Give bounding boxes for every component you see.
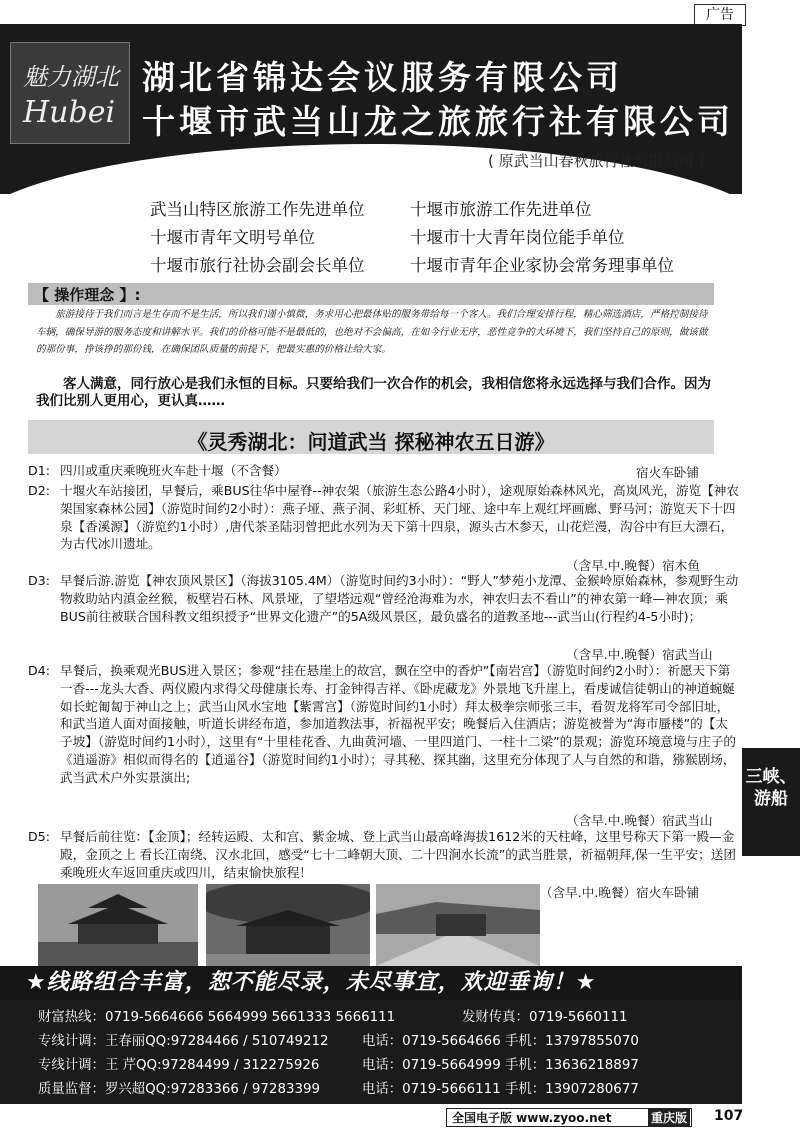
day-5-meal: （含早.中.晚餐）宿火车卧铺 [540,885,700,900]
route-title: 《灵秀湖北：问道武当 探秘神农五日游》 [187,430,555,454]
day-1-note: 宿火车卧铺 [636,465,699,480]
fax: 发财传真：0719-5660111 [462,1010,628,1025]
contact-row-1-phone: 电话：0719-5664666 手机：13797855070 [362,1034,639,1049]
hubei-logo: 魅力湖北 Hubei [10,42,130,144]
company-name-1: 湖北省锦达会议服务有限公司 [142,58,623,97]
philosophy-body: 旅游接待于我们而言是生存而不是生活，所以我们谨小慎微，务求用心把最体贴的服务带给每一个客人。我们合理安排行程，精心筛选酒店，严格控制接待车辆，确保导游的服务态度和讲解水平。我们的价格可能不是最低的，也绝对不会偏高，在如今行业无序，恶性竞争的大环境下，我们坚持自己的原则，做该做的那份事，挣该挣的那份钱，在确保团队质量的前提下，把最实惠的价格让给大家。 [36,309,708,355]
footer-edition: 全国电子版 www.zyoo.net [452,1111,612,1125]
itinerary-day-4: D4: 早餐后，换乘观光BUS进入景区；参观“挂在悬崖上的故宫，飘在空中的香炉”【南岩宫】（游览时间约2小时）：祈愿天下第一香---龙头大香、两仪殿内求得父母健康长寿、打金钟得吉祥、《卧虎藏龙》外景地飞升崖上，看虔诚信徒朝山的神道蜿蜒如长蛇匍匐于神山之上；武当山风水宝地【紫霄宫】（游览时间约1小时）拜太极拳宗师张三丰，看贺龙将军司令部旧址，和武当道人面对面接触，听道长讲经布道，参加道教法事，祈福祝平安；晚餐后入住酒店；游览被誉为“海市蜃楼”的【太子坡】（游览时间约1小时），这里有“十里桂花香、九曲黄河墙、一里四道门、一柱十二梁”的景观；游览环境意境与庄子的《逍遥游》相似而得名的【逍遥谷】（游览时间约1小时）；寻其秘、探其幽，这里充分体现了人与自然的和谐，猕猴剧场，武当武术户外实景演出; [28,663,736,785]
day-3-meal: （含早.中.晚餐）宿武当山 [566,647,713,662]
honors-list: 武当山特区旅游工作先进单位 十堰市旅游工作先进单位 十堰市青年文明号单位 十堰市十大青年岗位能手单位 十堰市旅行社协会副会长单位 十堰市青年企业家协会常务理事单位 [150,200,674,275]
contact-row-2-phone: 电话：0719-5664999 手机：13636218897 [362,1058,639,1073]
footer-city: 重庆版 [648,1109,690,1126]
philosophy-closing: 客人满意，同行放心是我们永恒的目标。只要给我们一次合作的机会，我相信您将永远选择与我们合作。因为我们比别人更用心，更认真…… [36,376,711,409]
itinerary-day-2: D2: 十堰火车站接团，早餐后，乘BUS往华中屋脊--神农架（旅游生态公路4小时），途观原始森林风光，高岚风光，游览【神农架国家森林公园】（游览时间约2小时）：燕子垭、燕子洞、彩虹桥、天门垭、途中车上观红坪画廊、野马河；游览天下十四泉【香溪源】（游览约1小时）,唐代茶圣陆羽曾把此水列为天下第十四泉，源头古木参天，山花烂漫，沟谷中有巨大漂石，为古代冰川遗址。 [28,483,739,552]
slogan: ★线路组合丰富，恕不能尽录，未尽事宜，欢迎垂询！★ [26,970,597,995]
ad-label: 广告 [694,4,746,26]
temple-photo-2 [206,884,370,966]
day-4-meal: （含早.中.晚餐）宿武当山 [566,813,713,828]
section-side-tab: 三峡、 游船 [742,748,800,856]
page-number: 107 [714,1108,744,1124]
company-name-2: 十堰市武当山龙之旅旅行社有限公司 [142,102,734,141]
temple-photo-1 [38,884,198,966]
contact-row-2-role: 专线计调：王 芹QQ:97284499 / 312275926 [38,1058,320,1073]
itinerary-day-3: D3: 早餐后游.游览【神农顶风景区】（海拔3105.4M）（游览时间约3小时）：“野人”梦苑小龙潭、金猴岭原始森林，参观野生动物救助站内滇金丝猴，板壁岩石林、风景垭，了望塔远观“曾经沧海难为水，神农归去不看山”的神农第一峰—神农顶；乘BUS前往被联合国科教文组织授予“世界文化遗产”的5A级风景区，最负盛名的道教圣地---武当山(行程约4-5小时)； [28,573,739,624]
itinerary-day-5: D5: 早餐后前往览：【金顶】；经转运殿、太和宫、紫金城、登上武当山最高峰海拔1612米的天柱峰，这里号称天下第一殿—金殿，金顶之上 看长江南绕、汉水北回，感受“七十二峰朝大顶、二十四涧水长流”的武当胜景，祈福朝拜,保一生平安；送团乘晚班火车返回重庆或四川，结束愉快旅程！ [28,829,736,880]
hotline: 财富热线：0719-5664666 5664999 5661333 5666111 [38,1010,396,1025]
contact-row-3-phone: 电话：0719-5666111 手机：13907280677 [362,1082,639,1097]
day-2-meal: （含早.中.晚餐）宿木鱼 [566,558,700,573]
temple-photo-3 [376,884,540,966]
contact-row-1-role: 专线计调：王春丽QQ:97284466 / 510749212 [38,1034,329,1049]
contact-row-3-role: 质量监督：罗兴超QQ:97283366 / 97283399 [38,1082,321,1097]
former-name: ( 原武当山春秋旅行社有限公司 ) [488,152,705,170]
itinerary-day-1: D1: 四川或重庆乘晚班火车赴十堰（不含餐） [28,463,287,478]
philosophy-title: 【 操作理念 】: [34,286,141,304]
